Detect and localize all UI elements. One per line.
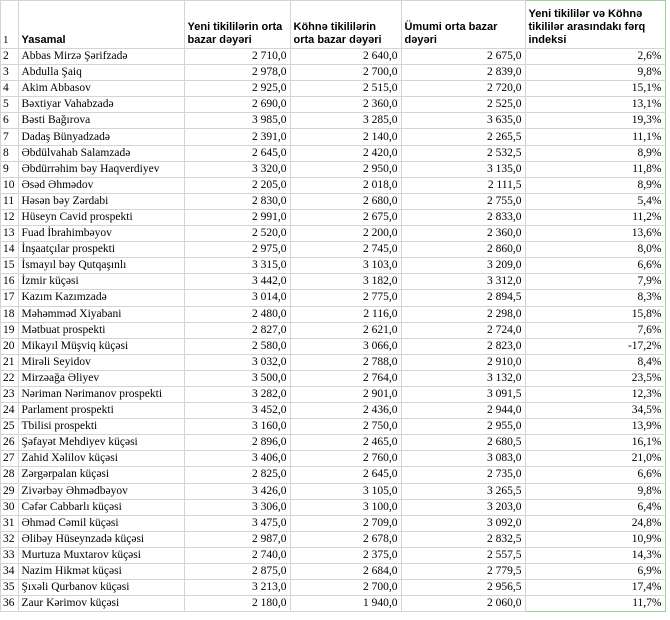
- table-row: [1, 386, 666, 402]
- street-name-cell[interactable]: Zahid Xəlilov küçəsi: [18, 451, 184, 467]
- new-building-value-cell[interactable]: 2 645,0: [184, 145, 290, 161]
- old-building-value-cell[interactable]: 2 775,0: [290, 290, 401, 306]
- new-building-value-cell[interactable]: 2 975,0: [184, 242, 290, 258]
- row-number[interactable]: 8: [1, 145, 19, 161]
- street-name-cell[interactable]: Kazım Kazımzadə: [18, 290, 184, 306]
- difference-index-cell[interactable]: 17,4%: [525, 580, 665, 596]
- street-name-cell[interactable]: Şıxəli Qurbanov küçəsi: [18, 580, 184, 596]
- old-building-value-cell[interactable]: 2 621,0: [290, 322, 401, 338]
- row-number[interactable]: 32: [1, 531, 19, 547]
- row-number[interactable]: 28: [1, 467, 19, 483]
- old-building-value-cell[interactable]: 2 680,0: [290, 193, 401, 209]
- table-row: [1, 226, 666, 242]
- table-row: [1, 177, 666, 193]
- new-building-value-cell[interactable]: 2 520,0: [184, 226, 290, 242]
- total-average-value-cell[interactable]: 3 203,0: [401, 499, 525, 515]
- old-building-value-cell[interactable]: 2 420,0: [290, 145, 401, 161]
- difference-index-cell[interactable]: 12,3%: [525, 386, 665, 402]
- street-name-cell[interactable]: Murtuza Muxtarov küçəsi: [18, 547, 184, 563]
- total-average-value-cell[interactable]: 3 265,5: [401, 483, 525, 499]
- table-row: [1, 435, 666, 451]
- new-building-value-cell[interactable]: 3 306,0: [184, 499, 290, 515]
- old-building-value-cell[interactable]: 2 750,0: [290, 419, 401, 435]
- difference-index-cell[interactable]: 2,6%: [525, 49, 665, 65]
- table-row: [1, 419, 666, 435]
- table-row: [1, 161, 666, 177]
- difference-index-cell[interactable]: 14,3%: [525, 547, 665, 563]
- total-average-value-cell[interactable]: 3 091,5: [401, 386, 525, 402]
- new-building-value-cell[interactable]: 2 710,0: [184, 49, 290, 65]
- table-row: [1, 403, 666, 419]
- old-building-value-cell[interactable]: 3 103,0: [290, 258, 401, 274]
- difference-index-cell[interactable]: 11,7%: [525, 596, 665, 612]
- row-number[interactable]: 33: [1, 547, 19, 563]
- row-number[interactable]: 31: [1, 515, 19, 531]
- street-name-cell[interactable]: Əhməd Cəmil küçəsi: [18, 515, 184, 531]
- difference-index-cell[interactable]: 15,1%: [525, 81, 665, 97]
- street-name-cell[interactable]: Dadaş Bünyadzadə: [18, 129, 184, 145]
- new-building-value-cell[interactable]: 2 875,0: [184, 564, 290, 580]
- difference-index-cell[interactable]: 6,9%: [525, 564, 665, 580]
- street-name-cell[interactable]: Akim Abbasov: [18, 81, 184, 97]
- total-average-value-cell[interactable]: 2 755,0: [401, 193, 525, 209]
- new-building-value-cell[interactable]: 3 014,0: [184, 290, 290, 306]
- row-number[interactable]: 15: [1, 258, 19, 274]
- row-number[interactable]: 18: [1, 306, 19, 322]
- total-average-value-cell[interactable]: 2 894,5: [401, 290, 525, 306]
- old-building-value-cell[interactable]: 2 709,0: [290, 515, 401, 531]
- old-building-value-cell[interactable]: 2 700,0: [290, 580, 401, 596]
- table-row: [1, 193, 666, 209]
- table-row: [1, 129, 666, 145]
- difference-index-cell[interactable]: 6,6%: [525, 467, 665, 483]
- row-number[interactable]: 14: [1, 242, 19, 258]
- row-number[interactable]: 26: [1, 435, 19, 451]
- old-building-value-cell[interactable]: 2 760,0: [290, 451, 401, 467]
- table-row: [1, 81, 666, 97]
- new-building-value-cell[interactable]: 2 978,0: [184, 65, 290, 81]
- table-row: [1, 65, 666, 81]
- new-building-value-cell[interactable]: 3 315,0: [184, 258, 290, 274]
- table-row: [1, 306, 666, 322]
- difference-index-cell[interactable]: 15,8%: [525, 306, 665, 322]
- new-building-value-cell[interactable]: 3 500,0: [184, 370, 290, 386]
- row-number[interactable]: 17: [1, 290, 19, 306]
- old-building-value-cell[interactable]: 2 678,0: [290, 531, 401, 547]
- total-average-value-cell[interactable]: 2 720,0: [401, 81, 525, 97]
- table-row: [1, 97, 666, 113]
- table-row: [1, 515, 666, 531]
- street-name-cell[interactable]: Fuad İbrahimbəyov: [18, 226, 184, 242]
- new-building-value-cell[interactable]: 2 740,0: [184, 547, 290, 563]
- total-average-value-cell[interactable]: 2 532,5: [401, 145, 525, 161]
- total-average-value-cell[interactable]: 2 839,0: [401, 65, 525, 81]
- new-building-value-cell[interactable]: 3 426,0: [184, 483, 290, 499]
- row-number[interactable]: 11: [1, 193, 19, 209]
- table-row: [1, 113, 666, 129]
- street-name-cell[interactable]: Cəfər Cabbarlı küçəsi: [18, 499, 184, 515]
- total-average-value-cell[interactable]: 2 060,0: [401, 596, 525, 612]
- new-building-value-cell[interactable]: 2 991,0: [184, 209, 290, 225]
- new-building-value-cell[interactable]: 3 442,0: [184, 274, 290, 290]
- row-number[interactable]: 27: [1, 451, 19, 467]
- street-name-cell[interactable]: Hüseyn Cavid prospekti: [18, 209, 184, 225]
- total-average-value-cell[interactable]: 3 135,0: [401, 161, 525, 177]
- header-cell-total-average[interactable]: Ümumi orta bazar dəyəri: [401, 1, 525, 49]
- new-building-value-cell[interactable]: 2 180,0: [184, 596, 290, 612]
- total-average-value-cell[interactable]: 2 910,0: [401, 354, 525, 370]
- old-building-value-cell[interactable]: 2 375,0: [290, 547, 401, 563]
- old-building-value-cell[interactable]: 2 950,0: [290, 161, 401, 177]
- street-name-cell[interactable]: İsmayıl bəy Qutqaşınlı: [18, 258, 184, 274]
- street-name-cell[interactable]: Əbdülvahab Salamzadə: [18, 145, 184, 161]
- old-building-value-cell[interactable]: 3 285,0: [290, 113, 401, 129]
- new-building-value-cell[interactable]: 3 160,0: [184, 419, 290, 435]
- difference-index-cell[interactable]: 5,4%: [525, 193, 665, 209]
- table-row: [1, 242, 666, 258]
- street-name-cell[interactable]: Parlament prospekti: [18, 403, 184, 419]
- row-number[interactable]: 21: [1, 354, 19, 370]
- total-average-value-cell[interactable]: 3 083,0: [401, 451, 525, 467]
- old-building-value-cell[interactable]: 2 700,0: [290, 65, 401, 81]
- new-building-value-cell[interactable]: 2 987,0: [184, 531, 290, 547]
- row-number[interactable]: 13: [1, 226, 19, 242]
- total-average-value-cell[interactable]: 2 265,5: [401, 129, 525, 145]
- difference-index-cell[interactable]: 13,1%: [525, 97, 665, 113]
- old-building-value-cell[interactable]: 3 182,0: [290, 274, 401, 290]
- new-building-value-cell[interactable]: 2 925,0: [184, 81, 290, 97]
- difference-index-cell[interactable]: 10,9%: [525, 531, 665, 547]
- total-average-value-cell[interactable]: 2 680,5: [401, 435, 525, 451]
- old-building-value-cell[interactable]: 2 788,0: [290, 354, 401, 370]
- old-building-value-cell[interactable]: 2 901,0: [290, 386, 401, 402]
- total-average-value-cell[interactable]: 2 779,5: [401, 564, 525, 580]
- new-building-value-cell[interactable]: 2 825,0: [184, 467, 290, 483]
- difference-index-cell[interactable]: 24,8%: [525, 515, 665, 531]
- row-number[interactable]: 19: [1, 322, 19, 338]
- total-average-value-cell[interactable]: 3 635,0: [401, 113, 525, 129]
- row-number[interactable]: 6: [1, 113, 19, 129]
- table-row: [1, 531, 666, 547]
- old-building-value-cell[interactable]: 2 360,0: [290, 97, 401, 113]
- table-row: [1, 564, 666, 580]
- street-name-cell[interactable]: İzmir küçəsi: [18, 274, 184, 290]
- table-row: [1, 483, 666, 499]
- street-name-cell[interactable]: Zaur Kərimov küçəsi: [18, 596, 184, 612]
- difference-index-cell[interactable]: 6,4%: [525, 499, 665, 515]
- total-average-value-cell[interactable]: 3 312,0: [401, 274, 525, 290]
- table-row: [1, 49, 666, 65]
- total-average-value-cell[interactable]: 2 675,0: [401, 49, 525, 65]
- table-row: [1, 274, 666, 290]
- header-cell-old-buildings[interactable]: Köhnə tikililərin orta bazar dəyəri: [290, 1, 401, 49]
- row-number[interactable]: 3: [1, 65, 19, 81]
- old-building-value-cell[interactable]: 1 940,0: [290, 596, 401, 612]
- total-average-value-cell[interactable]: 3 132,0: [401, 370, 525, 386]
- row-number[interactable]: 20: [1, 338, 19, 354]
- new-building-value-cell[interactable]: 2 830,0: [184, 193, 290, 209]
- table-row: [1, 596, 666, 612]
- new-building-value-cell[interactable]: 3 320,0: [184, 161, 290, 177]
- street-name-cell[interactable]: Əlibəy Hüseynzadə küçəsi: [18, 531, 184, 547]
- row-number[interactable]: 9: [1, 161, 19, 177]
- new-building-value-cell[interactable]: 2 827,0: [184, 322, 290, 338]
- table-row: [1, 322, 666, 338]
- street-name-cell[interactable]: Mikayıl Müşviq küçəsi: [18, 338, 184, 354]
- total-average-value-cell[interactable]: 2 832,5: [401, 531, 525, 547]
- header-cell-yasamal[interactable]: Yasamal: [18, 1, 184, 49]
- old-building-value-cell[interactable]: 2 684,0: [290, 564, 401, 580]
- row-number[interactable]: 5: [1, 97, 19, 113]
- total-average-value-cell[interactable]: 2 833,0: [401, 209, 525, 225]
- old-building-value-cell[interactable]: 2 465,0: [290, 435, 401, 451]
- old-building-value-cell[interactable]: 2 645,0: [290, 467, 401, 483]
- header-row: [1, 1, 666, 49]
- total-average-value-cell[interactable]: 2 298,0: [401, 306, 525, 322]
- old-building-value-cell[interactable]: 2 675,0: [290, 209, 401, 225]
- difference-index-cell[interactable]: 16,1%: [525, 435, 665, 451]
- total-average-value-cell[interactable]: 2 860,0: [401, 242, 525, 258]
- table-row: [1, 209, 666, 225]
- difference-index-cell[interactable]: 9,8%: [525, 483, 665, 499]
- row-number[interactable]: 2: [1, 49, 19, 65]
- difference-index-cell[interactable]: 23,5%: [525, 370, 665, 386]
- old-building-value-cell[interactable]: 2 140,0: [290, 129, 401, 145]
- street-name-cell[interactable]: Əsəd Əhmədov: [18, 177, 184, 193]
- street-name-cell[interactable]: Abbas Mirzə Şərifzadə: [18, 49, 184, 65]
- old-building-value-cell[interactable]: 2 116,0: [290, 306, 401, 322]
- street-name-cell[interactable]: Zivərbəy Əhmədbəyov: [18, 483, 184, 499]
- row-number[interactable]: 24: [1, 403, 19, 419]
- total-average-value-cell[interactable]: 3 209,0: [401, 258, 525, 274]
- row-number[interactable]: 4: [1, 81, 19, 97]
- new-building-value-cell[interactable]: 2 580,0: [184, 338, 290, 354]
- old-building-value-cell[interactable]: 2 764,0: [290, 370, 401, 386]
- new-building-value-cell[interactable]: 3 475,0: [184, 515, 290, 531]
- row-number[interactable]: 22: [1, 370, 19, 386]
- street-name-cell[interactable]: Tbilisi prospekti: [18, 419, 184, 435]
- difference-index-cell[interactable]: 6,6%: [525, 258, 665, 274]
- old-building-value-cell[interactable]: 2 200,0: [290, 226, 401, 242]
- total-average-value-cell[interactable]: 2 944,0: [401, 403, 525, 419]
- new-building-value-cell[interactable]: 3 985,0: [184, 113, 290, 129]
- difference-index-cell[interactable]: 8,0%: [525, 242, 665, 258]
- street-name-cell[interactable]: Abdulla Şaiq: [18, 65, 184, 81]
- header-cell-difference-index[interactable]: Yeni tikililər və Köhnə tikililər arasındakı fərq indeksi: [525, 1, 665, 49]
- street-name-cell[interactable]: Zərgərpalan küçəsi: [18, 467, 184, 483]
- old-building-value-cell[interactable]: 3 100,0: [290, 499, 401, 515]
- row-number[interactable]: 35: [1, 580, 19, 596]
- street-name-cell[interactable]: Nəriman Nərimanov prospekti: [18, 386, 184, 402]
- table-row: [1, 467, 666, 483]
- total-average-value-cell[interactable]: 2 956,5: [401, 580, 525, 596]
- table-row: [1, 354, 666, 370]
- new-building-value-cell[interactable]: 2 480,0: [184, 306, 290, 322]
- difference-index-cell[interactable]: 34,5%: [525, 403, 665, 419]
- difference-index-cell[interactable]: 11,2%: [525, 209, 665, 225]
- total-average-value-cell[interactable]: 2 823,0: [401, 338, 525, 354]
- difference-index-cell[interactable]: 11,1%: [525, 129, 665, 145]
- street-name-cell[interactable]: Mirzəağa Əliyev: [18, 370, 184, 386]
- total-average-value-cell[interactable]: 2 724,0: [401, 322, 525, 338]
- total-average-value-cell[interactable]: 2 111,5: [401, 177, 525, 193]
- difference-index-cell[interactable]: 13,9%: [525, 419, 665, 435]
- new-building-value-cell[interactable]: 2 690,0: [184, 97, 290, 113]
- old-building-value-cell[interactable]: 2 515,0: [290, 81, 401, 97]
- new-building-value-cell[interactable]: 3 282,0: [184, 386, 290, 402]
- street-name-cell[interactable]: Əbdürrəhim bəy Haqverdiyev: [18, 161, 184, 177]
- total-average-value-cell[interactable]: 2 557,5: [401, 547, 525, 563]
- total-average-value-cell[interactable]: 2 525,0: [401, 97, 525, 113]
- row-number[interactable]: 30: [1, 499, 19, 515]
- difference-index-cell[interactable]: 8,9%: [525, 145, 665, 161]
- new-building-value-cell[interactable]: 3 452,0: [184, 403, 290, 419]
- row-number[interactable]: 16: [1, 274, 19, 290]
- row-number[interactable]: 29: [1, 483, 19, 499]
- street-name-cell[interactable]: Bəxtiyar Vahabzadə: [18, 97, 184, 113]
- old-building-value-cell[interactable]: 3 105,0: [290, 483, 401, 499]
- difference-index-cell[interactable]: 8,4%: [525, 354, 665, 370]
- table-row: [1, 145, 666, 161]
- row-number[interactable]: 25: [1, 419, 19, 435]
- row-number[interactable]: 23: [1, 386, 19, 402]
- street-name-cell[interactable]: Bəsti Bağırova: [18, 113, 184, 129]
- street-name-cell[interactable]: Nazim Hikmət küçəsi: [18, 564, 184, 580]
- new-building-value-cell[interactable]: 2 205,0: [184, 177, 290, 193]
- street-name-cell[interactable]: Mirəli Seyidov: [18, 354, 184, 370]
- street-name-cell[interactable]: İnşaatçılar prospekti: [18, 242, 184, 258]
- row-number[interactable]: 10: [1, 177, 19, 193]
- old-building-value-cell[interactable]: 3 066,0: [290, 338, 401, 354]
- old-building-value-cell[interactable]: 2 436,0: [290, 403, 401, 419]
- old-building-value-cell[interactable]: 2 018,0: [290, 177, 401, 193]
- difference-index-cell[interactable]: 8,3%: [525, 290, 665, 306]
- difference-index-cell[interactable]: 13,6%: [525, 226, 665, 242]
- table-row: [1, 290, 666, 306]
- table-row: [1, 547, 666, 563]
- total-average-value-cell[interactable]: 2 735,0: [401, 467, 525, 483]
- old-building-value-cell[interactable]: 2 745,0: [290, 242, 401, 258]
- new-building-value-cell[interactable]: 2 391,0: [184, 129, 290, 145]
- total-average-value-cell[interactable]: 3 092,0: [401, 515, 525, 531]
- table-row: [1, 338, 666, 354]
- new-building-value-cell[interactable]: 2 896,0: [184, 435, 290, 451]
- difference-index-cell[interactable]: 7,9%: [525, 274, 665, 290]
- new-building-value-cell[interactable]: 3 213,0: [184, 580, 290, 596]
- row-number[interactable]: 7: [1, 129, 19, 145]
- new-building-value-cell[interactable]: 3 406,0: [184, 451, 290, 467]
- row-number[interactable]: 1: [1, 1, 19, 49]
- difference-index-cell[interactable]: 21,0%: [525, 451, 665, 467]
- header-cell-new-buildings[interactable]: Yeni tikililərin orta bazar dəyəri: [184, 1, 290, 49]
- table-row: [1, 258, 666, 274]
- table-row: [1, 499, 666, 515]
- table-row: [1, 451, 666, 467]
- total-average-value-cell[interactable]: 2 360,0: [401, 226, 525, 242]
- street-name-cell[interactable]: Şəfayət Mehdiyev küçəsi: [18, 435, 184, 451]
- difference-index-cell[interactable]: 7,6%: [525, 322, 665, 338]
- table-row: [1, 370, 666, 386]
- street-name-cell[interactable]: Mətbuat prospekti: [18, 322, 184, 338]
- difference-index-cell[interactable]: 19,3%: [525, 113, 665, 129]
- old-building-value-cell[interactable]: 2 640,0: [290, 49, 401, 65]
- row-number[interactable]: 12: [1, 209, 19, 225]
- difference-index-cell[interactable]: -17,2%: [525, 338, 665, 354]
- total-average-value-cell[interactable]: 2 955,0: [401, 419, 525, 435]
- row-number[interactable]: 34: [1, 564, 19, 580]
- street-name-cell[interactable]: Məhəmməd Xiyabani: [18, 306, 184, 322]
- table-row: [1, 580, 666, 596]
- new-building-value-cell[interactable]: 3 032,0: [184, 354, 290, 370]
- difference-index-cell[interactable]: 9,8%: [525, 65, 665, 81]
- difference-index-cell[interactable]: 11,8%: [525, 161, 665, 177]
- row-number[interactable]: 36: [1, 596, 19, 612]
- difference-index-cell[interactable]: 8,9%: [525, 177, 665, 193]
- street-name-cell[interactable]: Həsən bəy Zərdabi: [18, 193, 184, 209]
